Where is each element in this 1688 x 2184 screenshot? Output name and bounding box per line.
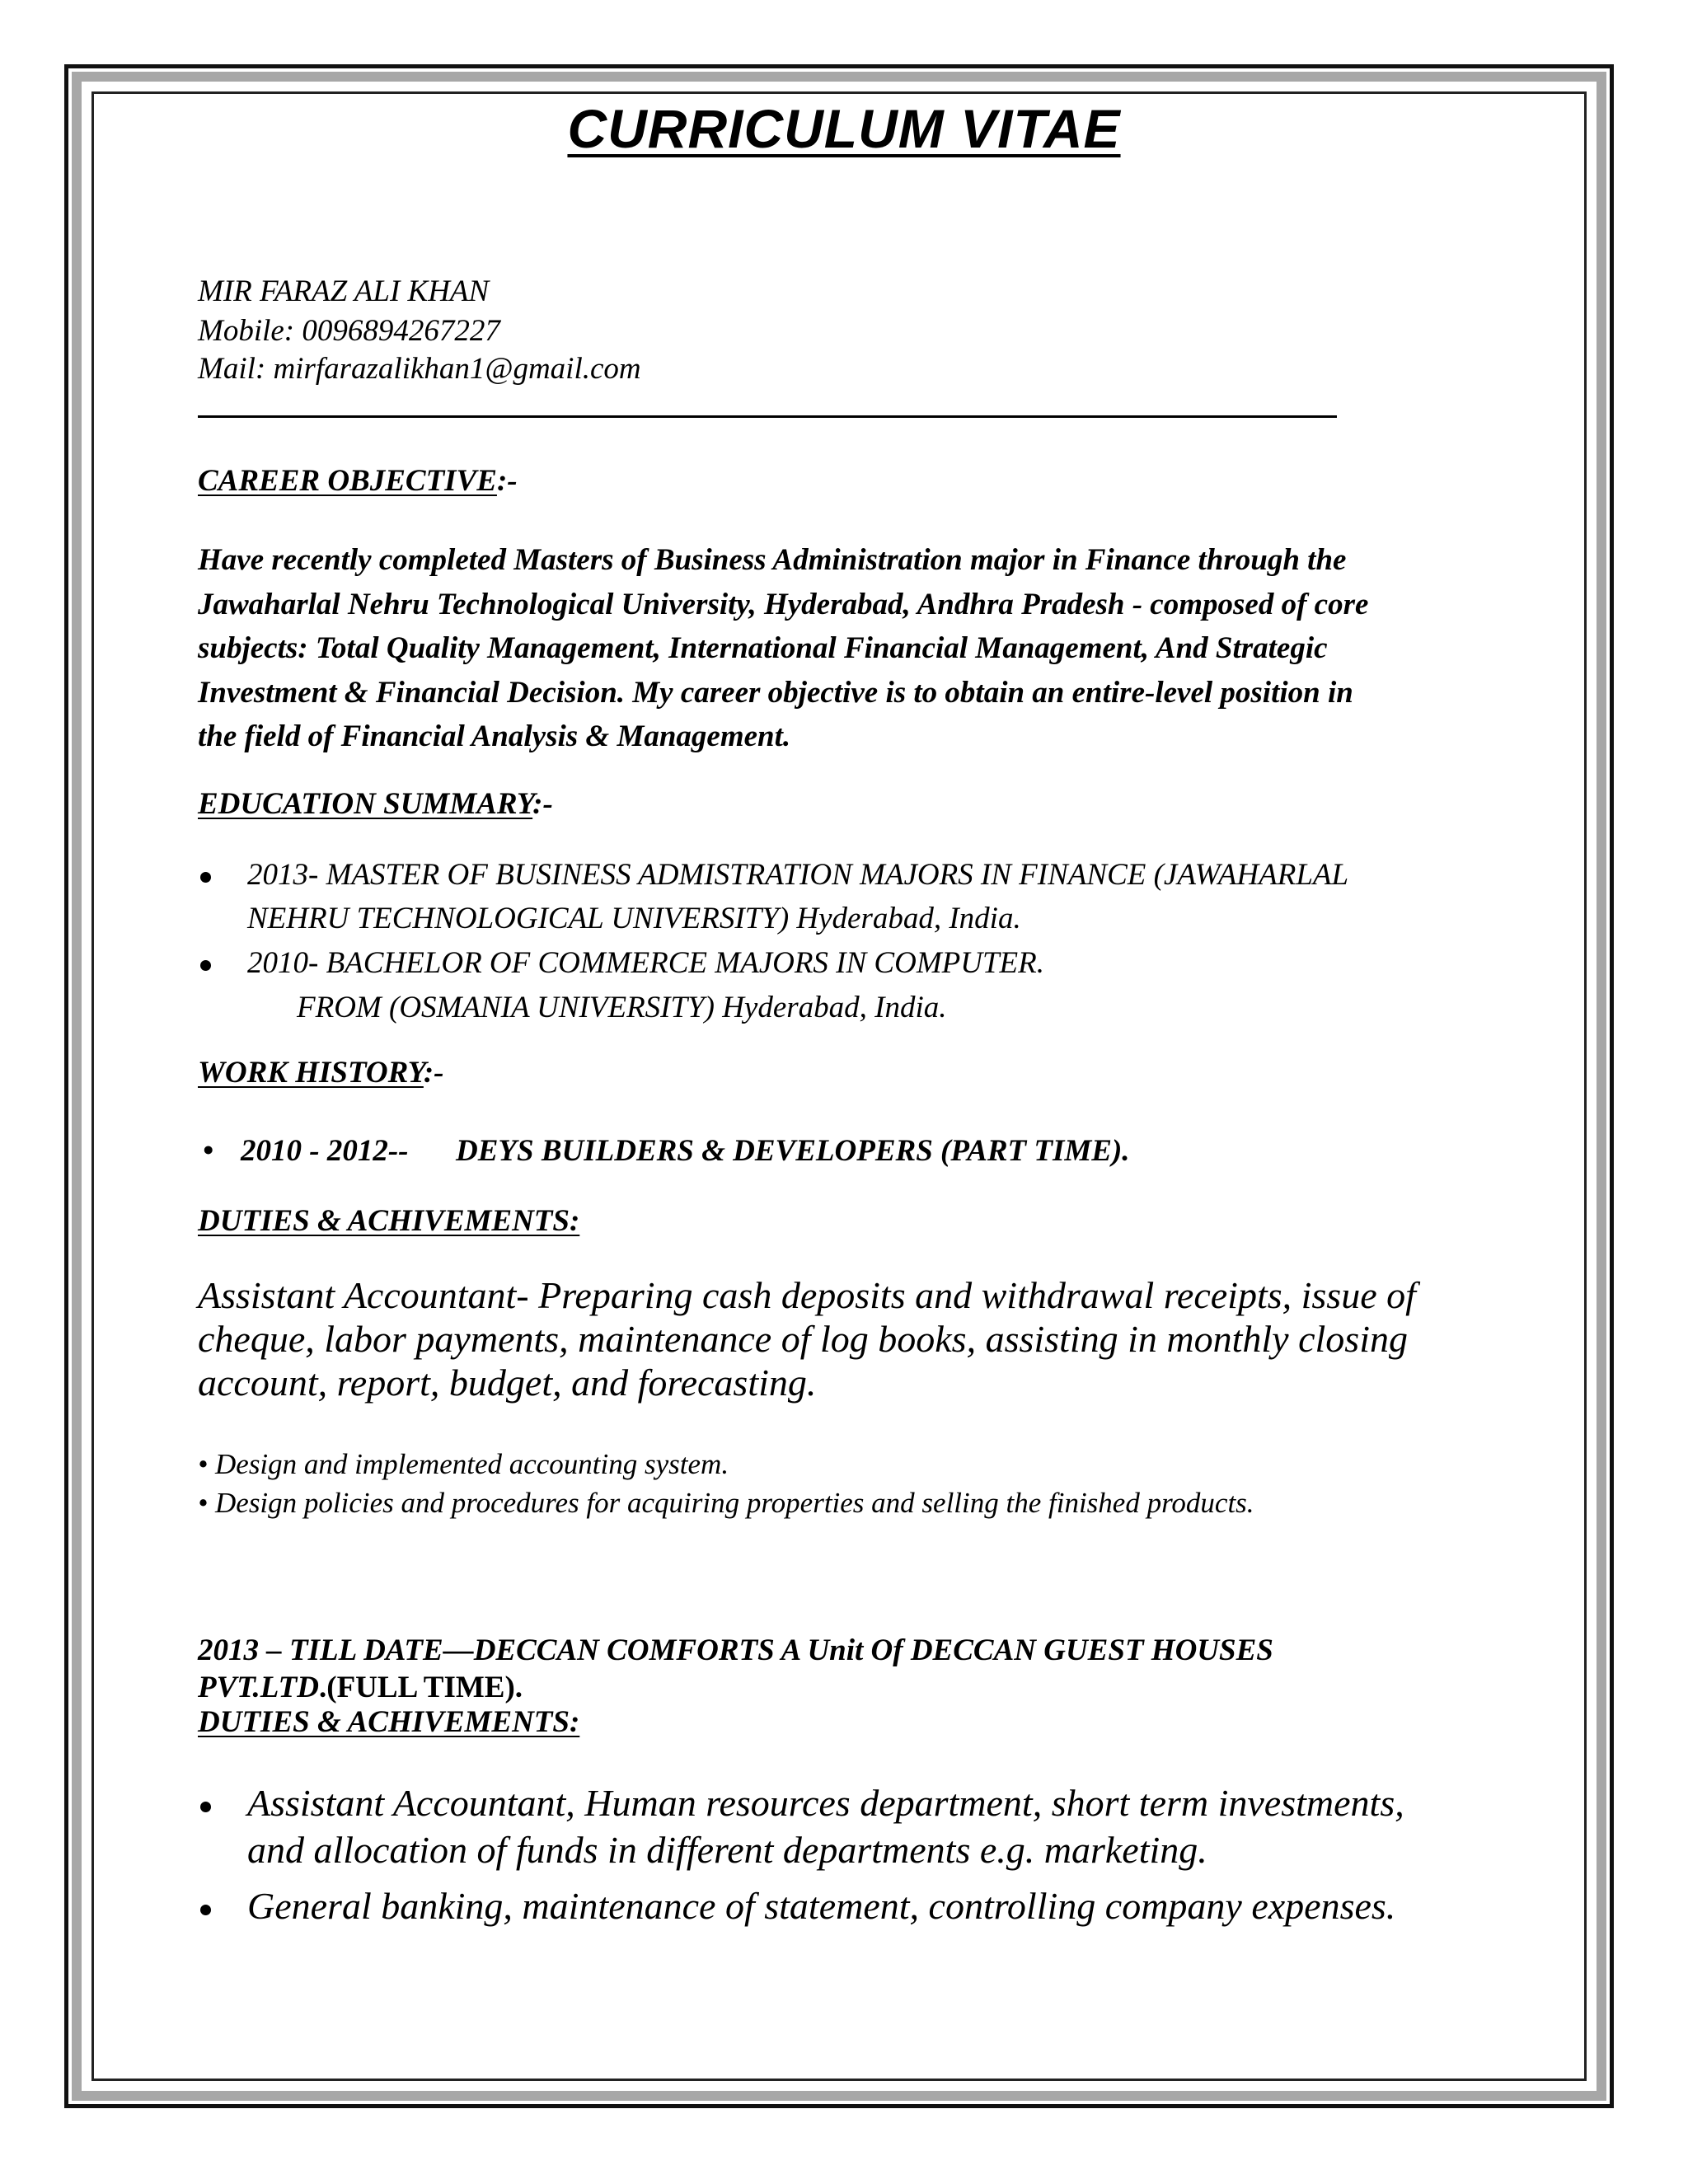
career-objective-line: the field of Financial Analysis & Management. (198, 719, 791, 753)
bullet-icon (200, 1802, 211, 1812)
work-history-heading-suffix: :- (423, 1056, 444, 1090)
mobile-number: Mobile: 0096894267227 (198, 314, 500, 348)
header-divider (198, 415, 1337, 418)
job-2-point-1-line1: Assistant Accountant, Human resources department, short term investments, (247, 1782, 1404, 1824)
job-2-header (198, 1632, 1273, 1706)
career-objective-heading-text: CAREER OBJECTIVE (198, 464, 497, 498)
job-2-line2 (198, 1669, 1273, 1706)
education-heading-suffix: :- (532, 787, 553, 821)
education-item-2-line2: FROM (OSMANIA UNIVERSITY) Hyderabad, India. (297, 991, 947, 1024)
duties-heading-2 (198, 1704, 579, 1740)
job-1-period: 2010 - 2012-- (241, 1134, 409, 1168)
work-history-heading-text: WORK HISTORY (198, 1056, 424, 1090)
job-1-description-line: cheque, labor payments, maintenance of log books, assisting in monthly closing (198, 1318, 1408, 1360)
education-item-2-line1: 2010- BACHELOR OF COMMERCE MAJORS IN COMPUTER. (247, 946, 1045, 980)
career-objective-heading (198, 463, 518, 499)
job-1-description (198, 1273, 1416, 1404)
career-objective-line: Jawaharlal Nehru Technological University, Hyderabad, Andhra Pradesh - composed of core (198, 587, 1369, 621)
job-1-company: DEYS BUILDERS & DEVELOPERS (PART TIME). (456, 1134, 1130, 1168)
job-2-point-2-line1: General banking, maintenance of statement, controlling company expenses. (247, 1885, 1396, 1927)
bullet-icon (200, 1905, 211, 1915)
education-heading-text: EDUCATION SUMMARY (198, 787, 533, 821)
job-2-point-1-line2: and allocation of funds in different departments e.g. marketing. (247, 1829, 1207, 1871)
career-objective-line: Have recently completed Masters of Business Administration major in Finance through the (198, 543, 1347, 577)
education-heading (198, 786, 553, 822)
job-2-employment-type: .(FULL TIME). (319, 1671, 523, 1704)
job-1-description-line: Assistant Accountant- Preparing cash deposits and withdrawal receipts, issue of (198, 1274, 1416, 1316)
job-2-line1: 2013 – TILL DATE—DECCAN COMFORTS A Unit Of DECCAN GUEST HOUSES (198, 1633, 1273, 1667)
bullet-icon (200, 872, 211, 883)
duties-heading-1 (198, 1203, 579, 1239)
education-item-1-line2: NEHRU TECHNOLOGICAL UNIVERSITY) Hyderabad, India. (247, 902, 1021, 935)
career-objective-line: subjects: Total Quality Management, International Financial Management, And Strategic (198, 631, 1328, 665)
job-1-point: • Design policies and procedures for acquiring properties and selling the finished products. (198, 1487, 1254, 1519)
job-1-point: • Design and implemented accounting system. (198, 1448, 729, 1480)
education-item-1-line1: 2013- MASTER OF BUSINESS ADMISTRATION MAJORS IN FINANCE (JAWAHARLAL (247, 858, 1349, 892)
bullet-icon (200, 960, 211, 971)
job-1-description-line: account, report, budget, and forecasting. (198, 1361, 817, 1404)
duties-heading-1-text: DUTIES & ACHIVEMENTS: (198, 1204, 580, 1238)
career-objective-heading-suffix: :- (496, 464, 518, 498)
work-history-heading (198, 1055, 444, 1090)
career-objective-paragraph (198, 538, 1484, 759)
email-address: Mail: mirfarazalikhan1@gmail.com (198, 352, 641, 386)
career-objective-line: Investment & Financial Decision. My career objective is to obtain an entire-level position in (198, 675, 1353, 710)
job-2-company-suffix: PVT.LTD (198, 1671, 319, 1704)
candidate-name: MIR FARAZ ALI KHAN (198, 274, 490, 308)
job-1-points (198, 1445, 1254, 1522)
job-1-bullet: • (203, 1134, 213, 1168)
document-title: CURRICULUM VITAE (567, 98, 1121, 159)
duties-heading-2-text: DUTIES & ACHIVEMENTS: (198, 1705, 580, 1739)
